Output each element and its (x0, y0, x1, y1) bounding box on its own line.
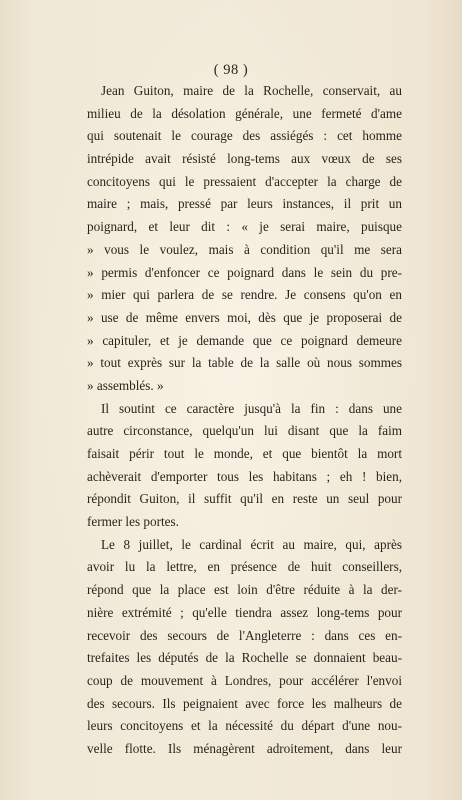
text-line: » vous le voulez, mais à condition qu'il me sera (87, 241, 402, 257)
text-line: » use de même envers moi, dès que je proposerai de (87, 309, 402, 325)
text-line: milieu de la désolation générale, une fermeté d'ame (87, 105, 402, 121)
text-line: » assemblés. » (87, 377, 164, 393)
text-line: » permis d'enfoncer ce poignard dans le sein du pre- (87, 264, 402, 280)
text-line: velle flotte. Ils ménagèrent adroitement, dans leur (87, 740, 402, 756)
text-line: Jean Guiton, maire de la Rochelle, conservait, au (101, 83, 402, 98)
text-line: trefaites les députés de la Rochelle se donnaient beau- (87, 650, 402, 666)
text-line: maire ; mais, pressé par leurs instances, il prit un (87, 196, 402, 212)
text-line: » capituler, et je demande que ce poignard demeure (87, 332, 402, 348)
text-line: » mier qui parlera de se rendre. Je consens qu'on en (87, 287, 402, 303)
text-line: qui soutenait le courage des assiégés : cet homme (87, 128, 402, 144)
text-line: répond que la place est loin d'être réduite à la der- (87, 582, 402, 598)
text-line: nière extrémité ; qu'elle tiendra assez long-tems pour (87, 604, 402, 620)
text-line: Il soutint ce caractère jusqu'à la fin : dans une (101, 400, 402, 416)
text-line: avoir lu la lettre, en présence de huit conseillers, (87, 559, 402, 575)
paragraph-2 (87, 398, 402, 534)
body-text (87, 80, 402, 761)
text-line: leurs concitoyens et la nécessité du départ d'une nou- (87, 718, 402, 734)
text-line: recevoir des secours de l'Angleterre : dans ces en- (87, 627, 402, 643)
text-line: poignard, et leur dit : « je serai maire, puisque (87, 219, 402, 235)
text-line: autre circonstance, quelqu'un lui disant que la faim (87, 423, 402, 439)
paragraph-1 (87, 80, 402, 398)
text-line: Le 8 juillet, le cardinal écrit au maire, qui, après (101, 536, 402, 552)
text-line: faisait périr tout le monde, et que bientôt la mort (87, 446, 402, 461)
text-line: » tout exprès sur la table de la salle où nous sommes (87, 355, 402, 371)
text-line: intrépide avait résisté long-tems aux vœux de ses (87, 151, 402, 167)
text-line: des secours. Ils peignaient avec force les malheurs de (87, 695, 402, 711)
text-line: répondit Guiton, il suffit qu'il en reste un seul pour (87, 491, 402, 507)
page-number: ( 98 ) (213, 62, 249, 78)
text-line: coup de mouvement à Londres, pour accélérer l'envoi (87, 672, 402, 688)
paragraph-3 (87, 534, 402, 761)
text-line: achèverait d'emporter tous les habitans ; eh ! bien, (87, 468, 402, 484)
text-line: concitoyens qui le pressaient d'accepter la charge de (87, 173, 402, 189)
text-line: fermer les portes. (87, 514, 179, 530)
